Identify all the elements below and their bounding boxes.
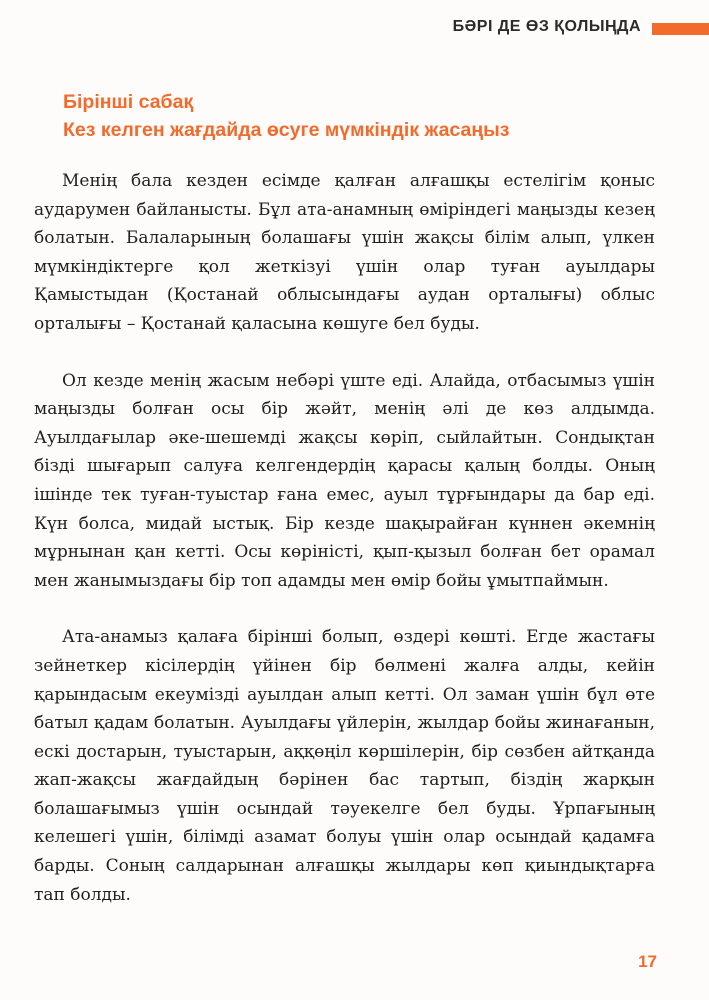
lesson-number-label: Бірінші сабақ (63, 91, 194, 113)
header-accent-bar (652, 23, 709, 35)
running-header-title: БӘРІ ДЕ ӨЗ ҚОЛЫҢДА (452, 18, 641, 35)
paragraph-2: Ол кезде менің жасым небәрі үште еді. Алайда, отбасымыз үшін маңызды болған осы бір жәйт, менің әлі де көз алдымда. Ауылдағылар әке-шешемді жақсы көріп, сыйлайтын. Сондықтан бізді шығарып салуға келгендердің қарасы қалың болды. Оның ішінде тек туған-туыстар ғана емес, ауыл тұрғындары да бар еді. Күн болса, мидай ыстық. Бір кезде шақырайған күннен әкемнің мұрнынан қан кетті. Осы көріністі, қып-қызыл болған бет орамал мен жанымыздағы бір топ адамды мен өмір бойы ұмытпаймын. (34, 370, 655, 591)
lesson-heading (63, 88, 683, 144)
lesson-title: Кез келген жағдайда өсуге мүмкіндік жасаңыз (63, 119, 510, 141)
page-number: 17 (638, 952, 657, 971)
paragraph-1: Менің бала кезден есімде қалған алғашқы естелігім қоныс аударумен байланысты. Бұл ата-анамның өміріндегі маңызды кезең болатын. Балаларының болашағы үшін жақсы білім алып, үлкен мүмкіндіктерге қол жеткізуі үшін олар туған ауылдары Қамыстыдан (Қостанай облысындағы аудан орталығы) облыс орталығы – Қостанай қаласына көшуге бел буды. (34, 171, 655, 334)
paragraph-3: Ата-анамыз қалаға бірінші болып, өздері көшті. Егде жастағы зейнеткер кісілердің үйінен бір бөлмені жалға алды, кейін қарындасым екеумізді ауылдан алып кетті. Ол заман үшін бұл өте батыл қадам болатын. Ауылдағы үйлерін, жылдар бойы жинағанын, ескі достарын, туыстарын, аққөңіл көршілерін, бір сөзбен айтқанда жап-жақсы жағдайдың бәрінен бас тартып, біздің жарқын болашағымыз үшін осындай тәуекелге бел буды. Ұрпағының келешегі үшін, білімді азамат болуы үшін олар осындай қадамға барды. Соның салдарынан алғашқы жылдары көп қиындықтарға тап болды. (34, 627, 655, 905)
body-text (34, 167, 655, 937)
